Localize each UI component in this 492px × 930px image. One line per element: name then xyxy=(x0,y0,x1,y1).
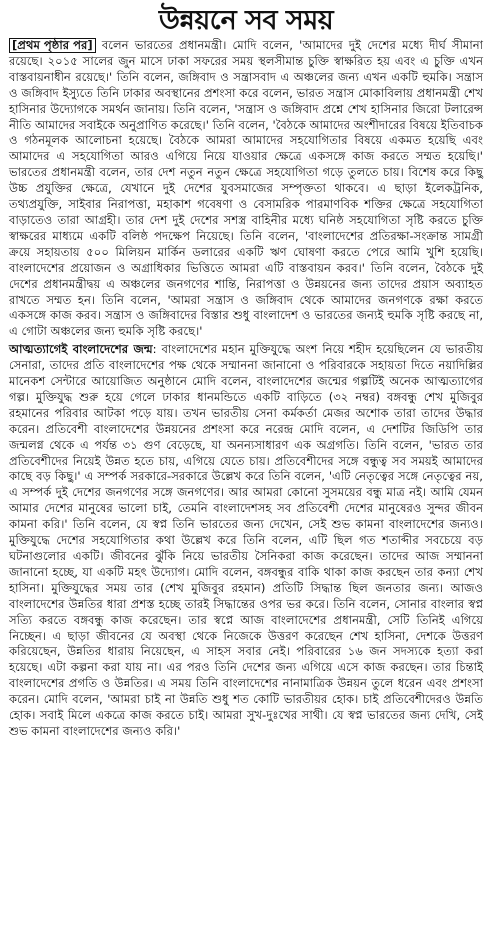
section-body: বলেন ভারতের প্রধানমন্ত্রী। মোদি বলেন, 'আমাদের দুই দেশের মধ্যে দীর্ঘ সীমানা রয়েছে। ২০১৫ সালের জুন মাসে ঢাকা সফরের সময় স্থলসীমান্ত চুক্তি স্বাক্ষরিত হয় এবং এ চুক্তি এখন বাস্তবায়নাধীন রয়েছে।' তিনি বলেন, জঙ্গিবাদ ও সন্ত্রাসবাদ এ অঞ্চলের জন্য এখন একটি হুমকি। সন্ত্রাস ও জঙ্গিবাদ ইস্যুতে তিনি ঢাকার অবস্থানের প্রশংসা করে বলেন, ভারত সন্ত্রাস মোকাবিলায় প্রধানমন্ত্রী শেখ হাসিনার উদ্যোগকে সমর্থন জানায়। তিনি বলেন, 'সন্ত্রাস ও জঙ্গিবাদ প্রশ্নে শেখ হাসিনার জিরো টলারেন্স নীতি আমাদের সবাইকে অনুপ্রাণিত করেছে।' তিনি বলেন, 'বৈঠকে আমাদের অংশীদারের বিষয়ে ইতিবাচক ও গঠনমূলক আলোচনা হয়েছে। বৈঠকে আমরা আমাদের সহযোগিতার বিষয়ে একমত হয়েছি এবং আমাদের এ সহযোগিতা আরও এগিয়ে নিয়ে যাওয়ার ক্ষেত্রে একসঙ্গে কাজ করতে সম্মত হয়েছি।' ভারতের প্রধানমন্ত্রী বলেন, তার দেশ নতুন নতুন ক্ষেত্রে সহযোগিতা গড়ে তুলতে চায়। বিশেষ করে কিছু উচ্চ প্রযুক্তির ক্ষেত্রে, যেখানে দুই দেশের যুবসমাজের সম্পৃক্ততা থাকবে। এ ছাড়া ইলেকট্রনিক, তথ্যপ্রযুক্তি, সাইবার নিরাপত্তা, মহাকাশ গবেষণা ও বেসামরিক পারমাণবিক শক্তির ক্ষেত্রে সহযোগিতা বাড়াতেও তারা আগ্রহী। তার দেশ দুই দেশের সশস্ত্র বাহিনীর মধ্যে ঘনিষ্ঠ সহযোগিতা সৃষ্টি করতে চুক্তি স্বাক্ষরের মাধ্যমে একটি বলিষ্ঠ পদক্ষেপ নিয়েছে। তিনি বলেন, 'বাংলাদেশের প্রতিরক্ষা-সংক্রান্ত সামগ্রী ক্রয়ে সহায়তায় ৫০০ মিলিয়ন মার্কিন ডলারের একটি ঋণ ঘোষণা করতে পেরে আমি খুশি হয়েছি। বাংলাদেশের প্রয়োজন ও অগ্রাধিকার ভিত্তিতে আমরা এটি বাস্তবায়ন করব।' তিনি বলেন, বৈঠকে দুই দেশের প্রধানমন্ত্রীদ্বয় এ অঞ্চলের জনগণের শান্তি, নিরাপত্তা ও উন্নয়নের জন্য তাদের প্রয়াস অব্যাহত রাখতে সম্মত হন। তিনি বলেন, 'আমরা সন্ত্রাস ও জঙ্গিবাদ থেকে আমাদের জনগণকে রক্ষা করতে একসঙ্গে কাজ করব। সন্ত্রাস ও জঙ্গিবাদের বিস্তার শুধু বাংলাদেশ ও ভারতের জন্যই হুমকি সৃষ্টি করছে না, এ গোটা অঞ্চলের জন্য হুমকি সৃষ্টি করছে।' xyxy=(9,38,483,339)
headline: উন্নয়নে সব সময় xyxy=(158,5,334,36)
section-lead: আত্মত্যাগেই বাংলাদেশের জন্ম xyxy=(9,342,153,357)
article-section-sacrifice xyxy=(9,342,483,740)
continuation-marker: [প্রথম পৃষ্ঠার পর] xyxy=(9,38,96,53)
article-section-main xyxy=(9,38,483,340)
section-body: : বাংলাদেশের মহান মুক্তিযুদ্ধে অংশ নিয়ে শহীদ হয়েছিলেন যে ভারতীয় সেনারা, তাদের প্রতি বাংলাদেশের পক্ষ থেকে সম্মাননা জানানো ও পরিবারকে সহায়তা দিতে নয়াদিল্লির মানেকশ সেন্টারে আয়োজিত অনুষ্ঠানে মোদি বলেন, বাংলাদেশের জন্মের গল্পটিই অনেক আত্মত্যাগের গল্প। মুক্তিযুদ্ধ শুরু হয়ে গেলে ঢাকার ধানমন্ডিতে একটি বাড়িতে (৩২ নম্বর) বঙ্গবন্ধু শেখ মুজিবুর রহমানের পরিবার আটকা পড়ে যায়। তখন ভারতীয় সেনা কর্মকর্তা মেজর অশোক তারা তাদের উদ্ধার করেন। প্রতিবেশী বাংলাদেশের উন্নয়নের প্রশংসা করে নরেন্দ্র মোদি বলেন, এ দেশটির জিডিপি তার জন্মলগ্ন থেকে এ পর্যন্ত ৩১ গুণ বেড়েছে, যা অনন্যসাধারণ এক অগ্রগতি। তিনি বলেন, 'ভারত তার প্রতিবেশীদের নিয়েই উন্নত হতে চায়, এগিয়ে যেতে চায়। প্রতিবেশীদের সঙ্গে বন্ধুত্ব সব সময়ই আমাদের কাছে বড় কিছু।' এ সম্পর্ক সরকারে-সরকারে উল্লেখ করে তিনি বলেন, 'এটি নেতৃত্বের সঙ্গে নেতৃত্বের নয়, এ সম্পর্ক দুই দেশের জনগণের সঙ্গে জনগণের। আর আমরা কোনো সুসময়ের বন্ধু মাত্র নই। আমি যেমন আমার দেশের মানুষের ভালো চাই, তেমনি বাংলাদেশসহ সব প্রতিবেশী দেশের মানুষেরও সুন্দর জীবন কামনা করি।' তিনি বলেন, যে স্বপ্ন তিনি ভারতের জন্য দেখেন, সেই শুভ কামনা বাংলাদেশের জন্যও। মুক্তিযুদ্ধে দেশের সহযোগিতার কথা উল্লেখ করে তিনি বলেন, এটি ছিল গত শতাব্দীর সবচেয়ে বড় ঘটনাগুলোর একটি। জীবনের ঝুঁকি নিয়ে ভারতীয় সৈনিকরা কাজ করেছেন। তাদের আজ সম্মাননা জানানো হচ্ছে, যা একটি মহৎ উদ্যোগ। মোদি বলেন, বঙ্গবন্ধুর বাকি থাকা কাজ করছেন তার কন্যা শেখ হাসিনা। মুক্তিযুদ্ধের সময় তার (শেখ মুজিবুর রহমান) প্রতিটি সিদ্ধান্ত ছিল জনতার জন্য। আজও বাংলাদেশের উন্নতির ধারা প্রশস্ত হচ্ছে তারই সিদ্ধান্তের ওপর ভর করে। তিনি বলেন, সোনার বাংলার স্বপ্ন সত্যি করতে বঙ্গবন্ধু কাজ করেছেন। তার স্বপ্নে আজ বাংলাদেশের প্রধানমন্ত্রী, সেটি তিনিই এগিয়ে নিচ্ছেন। এ ছাড়া জীবনের যে অবস্থা থেকে নিজেকে উত্তরণ করেছেন শেখ হাসিনা, দেশকে উত্তরণ করিয়েছেন, উন্নতির ধারায় নিয়েছেন, এ সাহস সবার নেই। পরিবারের ১৬ জন সদস্যকে হত্যা করা হয়েছে। এটা কল্পনা করা যায় না। এর পরও তিনি দেশের জন্য এগিয়ে এসে কাজ করছেন। তার চিন্তাই বাংলাদেশের প্রগতি ও উন্নতির। এ সময় তিনি বাংলাদেশের নানামাত্রিক উন্নয়ন তুলে ধরেন এবং প্রশংসা করেন। মোদি বলেন, 'আমরা চাই না উন্নতি শুধু শত কোটি ভারতীয়র হোক। চাই প্রতিবেশীদেরও উন্নতি হোক। সবাই মিলে একত্রে কাজ করতে চাই। আমরা সুখ-দুঃখের সাথী। যে স্বপ্ন ভারতের জন্য দেখি, সেই শুভ কামনা বাংলাদেশের জন্যও করি।' xyxy=(9,342,484,738)
